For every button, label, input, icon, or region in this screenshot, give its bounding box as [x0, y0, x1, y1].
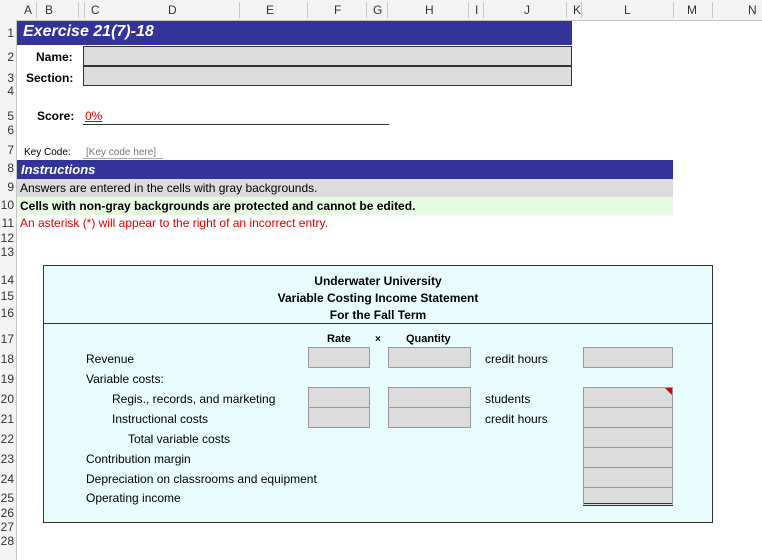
row-header[interactable]: 27 — [0, 520, 14, 534]
instructions-title: Instructions — [21, 162, 96, 177]
row-header-bar — [0, 20, 17, 560]
column-header-g[interactable]: G — [373, 3, 383, 17]
column-header-m[interactable]: M — [687, 3, 697, 17]
column-header-l[interactable]: L — [624, 3, 631, 17]
column-header-d[interactable]: D — [168, 3, 177, 17]
row-header[interactable]: 14 — [0, 273, 14, 287]
row-header[interactable]: 8 — [7, 161, 14, 175]
regis-amount-input[interactable] — [583, 387, 673, 408]
revenue-label: Revenue — [86, 352, 135, 366]
column-header-f[interactable]: F — [334, 3, 342, 17]
total-variable-label: Total variable costs — [128, 432, 231, 446]
row-header[interactable]: 15 — [0, 289, 14, 303]
row-header[interactable]: 28 — [0, 534, 14, 548]
row-header[interactable]: 12 — [0, 231, 14, 245]
column-header-i[interactable]: I — [475, 3, 479, 17]
row-header[interactable]: 16 — [0, 306, 14, 320]
times-symbol: × — [375, 334, 381, 345]
revenue-rate-input[interactable] — [308, 347, 370, 368]
row-header[interactable]: 5 — [7, 109, 14, 123]
revenue-quantity-input[interactable] — [388, 347, 471, 368]
operating-income-amount-input[interactable] — [583, 487, 673, 506]
row-header[interactable]: 13 — [0, 245, 14, 259]
instructional-quantity-input[interactable] — [388, 407, 471, 428]
operating-income-label: Operating income — [86, 491, 181, 505]
contribution-label: Contribution margin — [86, 452, 191, 466]
key-code-label: Key Code: — [24, 147, 71, 158]
column-header-c[interactable]: C — [91, 3, 100, 17]
instructional-rate-input[interactable] — [308, 407, 370, 428]
instruction-line-3: An asterisk (*) will appear to the right of an incorrect entry. — [20, 216, 328, 230]
column-header-j[interactable]: J — [524, 3, 530, 17]
key-code-value: [Key code here] — [86, 147, 157, 158]
score-label: Score: — [37, 109, 75, 123]
regis-unit: students — [485, 392, 531, 406]
exercise-title-bar — [17, 21, 572, 45]
name-label: Name: — [36, 50, 73, 64]
rate-header: Rate — [327, 333, 351, 345]
row-header[interactable]: 17 — [0, 332, 14, 346]
contribution-amount-input[interactable] — [583, 447, 673, 468]
section-input[interactable] — [83, 66, 572, 86]
revenue-amount-input[interactable] — [583, 347, 673, 368]
score-underline — [83, 124, 389, 125]
row-header[interactable]: 4 — [7, 84, 14, 98]
name-input[interactable] — [83, 46, 572, 66]
row-header[interactable]: 11 — [1, 216, 14, 230]
exercise-title: Exercise 21(7)-18 — [23, 23, 154, 40]
row-header[interactable]: 26 — [0, 506, 14, 520]
statement-divider — [44, 323, 712, 324]
statement-title: Variable Costing Income Statement — [277, 291, 479, 305]
row-header[interactable]: 7 — [7, 143, 14, 157]
row-header[interactable]: 9 — [7, 180, 14, 194]
row-header[interactable]: 6 — [7, 123, 14, 137]
column-header-bar — [0, 0, 762, 21]
key-code-underline — [83, 158, 163, 159]
regis-label: Regis., records, and marketing — [112, 392, 276, 406]
revenue-unit: credit hours — [485, 352, 548, 366]
column-header-b[interactable]: B — [45, 3, 54, 17]
instruction-line-2: Cells with non-gray backgrounds are protected and cannot be edited. — [20, 199, 416, 213]
row-header[interactable]: 10 — [0, 198, 14, 212]
regis-rate-input[interactable] — [308, 387, 370, 408]
instruction-row-green — [17, 197, 673, 215]
row-header[interactable]: 1 — [7, 26, 14, 40]
statement-company: Underwater University — [314, 274, 442, 288]
row-header[interactable]: 21 — [0, 412, 14, 426]
column-header-a[interactable]: A — [24, 3, 33, 17]
column-header-k[interactable]: K — [573, 3, 582, 17]
regis-quantity-input[interactable] — [388, 387, 471, 408]
instructions-bar — [17, 160, 673, 179]
instruction-line-1: Answers are entered in the cells with gray backgrounds. — [20, 181, 318, 195]
instructional-amount-input[interactable] — [583, 407, 673, 428]
row-header[interactable]: 25 — [0, 491, 14, 505]
instructional-label: Instructional costs — [112, 412, 209, 426]
row-header[interactable]: 24 — [0, 472, 14, 486]
instructional-unit: credit hours — [485, 412, 548, 426]
column-header-h[interactable]: H — [425, 3, 434, 17]
row-header[interactable]: 3 — [7, 71, 14, 85]
depreciation-label: Depreciation on classrooms and equipment — [86, 472, 317, 486]
row-header[interactable]: 18 — [0, 352, 14, 366]
row-header[interactable]: 23 — [0, 452, 14, 466]
section-label: Section: — [26, 71, 74, 85]
quantity-header: Quantity — [406, 333, 451, 345]
variable-costs-label: Variable costs: — [86, 372, 164, 386]
row-header[interactable]: 19 — [0, 372, 14, 386]
row-header[interactable]: 22 — [0, 432, 14, 446]
score-value: 0% — [85, 109, 103, 123]
comment-indicator-icon — [665, 388, 672, 395]
column-header-n[interactable]: N — [748, 3, 757, 17]
statement-period: For the Fall Term — [329, 308, 427, 322]
row-header[interactable]: 20 — [0, 392, 14, 406]
row-header[interactable]: 2 — [7, 50, 14, 64]
column-header-e[interactable]: E — [266, 3, 275, 17]
depreciation-amount-input[interactable] — [583, 467, 673, 488]
instruction-row-gray — [17, 179, 673, 197]
total-variable-amount-input[interactable] — [583, 427, 673, 448]
